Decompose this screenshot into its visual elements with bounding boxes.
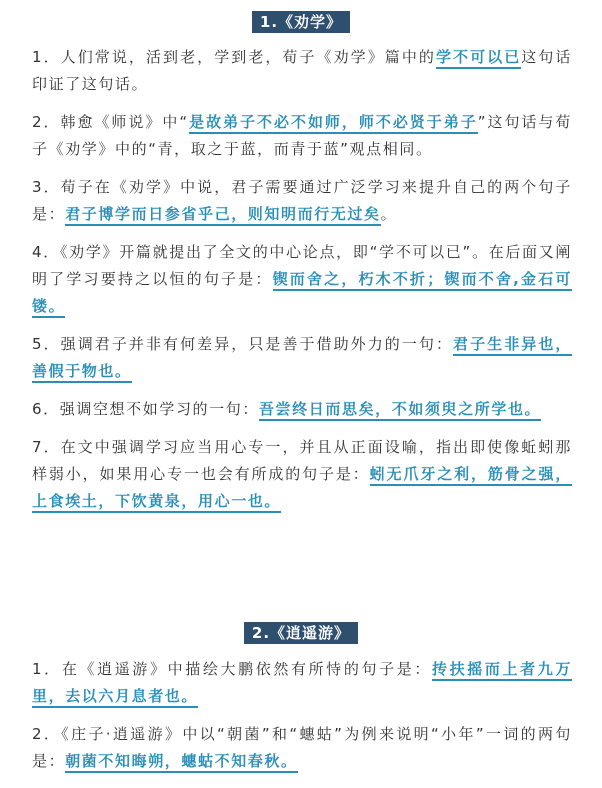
answer-text: 锲而舍之，朽木不折；锲而不舍,金石可镂。	[32, 270, 572, 318]
section-quanxue-list	[32, 44, 572, 526]
item-text: 强调君子并非有何差异，只是善于借助外力的一句：	[60, 335, 454, 353]
list-item	[32, 44, 572, 98]
item-number: 2．	[32, 725, 62, 743]
answer-text: 君子博学而日参省乎己，则知明而行无过矣	[65, 205, 380, 226]
item-number: 4．	[32, 243, 60, 261]
answer-text: 君子生非异也，善假于物也。	[32, 335, 572, 383]
item-text-after: 这句话印证了这句话。	[32, 48, 572, 93]
answer-text: 是故弟子不必不如师，师不必贤于弟子	[189, 113, 478, 134]
section-title: 2.《逍遥游》	[244, 622, 358, 644]
item-text: 在文中强调学习应当用心专一，并且从正面设喻，指出即使像蚯蚓那样弱小，如果用心专一也会有所成的句子是：	[32, 438, 572, 483]
list-item	[32, 109, 572, 163]
answer-text: 学不可以已	[436, 48, 521, 69]
answer-text: 抟扶摇而上者九万里，去以六月息者也。	[32, 660, 572, 708]
item-number: 5．	[32, 335, 61, 353]
section-xiaoyaoyou-list	[32, 656, 572, 786]
item-number: 3．	[32, 178, 61, 196]
item-text: 强调空想不如学习的一句：	[59, 400, 259, 418]
item-text: 在《逍遥游》中描绘大鹏依然有所恃的句子是：	[61, 660, 432, 678]
item-number: 1．	[32, 660, 62, 678]
list-item	[32, 434, 572, 515]
answer-text: 吾尝终日而思矣，不如须臾之所学也。	[259, 400, 541, 421]
item-text: 《庄子·逍遥游》中以“朝菌”和“蟪蛄”为例来说明“小年”一词的两句是：	[32, 725, 572, 770]
answer-text: 朝菌不知晦朔，蟪蛄不知春秋。	[65, 752, 297, 773]
item-text-after: 。	[380, 205, 398, 223]
answer-text: 蚓无爪牙之利，筋骨之强，上食埃土，下饮黄泉，用心一也。	[32, 465, 572, 513]
section-title: 1.《劝学》	[252, 11, 350, 33]
list-item	[32, 331, 572, 385]
item-text-after: ”这句话与荀子《劝学》中的“青，取之于蓝，而青于蓝”观点相同。	[32, 113, 572, 158]
item-text: 荀子在《劝学》中说，君子需要通过广泛学习来提升自己的两个句子是：	[32, 178, 572, 223]
item-number: 6．	[32, 400, 60, 418]
item-text: 《劝学》开篇就提出了全文的中心论点，即“学不可以已”。在后面又阐明了学习要持之以恒的句子是：	[32, 243, 573, 288]
item-number: 7．	[32, 438, 61, 456]
list-item	[32, 721, 572, 775]
list-item	[32, 174, 572, 228]
item-text: 人们常说，活到老，学到老，荀子《劝学》篇中的	[60, 48, 436, 66]
item-number: 1．	[32, 48, 61, 66]
list-item	[32, 396, 572, 423]
section-header-xiaoyaoyou	[0, 622, 602, 644]
item-number: 2．	[32, 113, 61, 131]
list-item	[32, 656, 572, 710]
list-item	[32, 239, 572, 320]
item-text: 韩愈《师说》中“	[60, 113, 189, 131]
section-header-quanxue	[0, 11, 602, 33]
